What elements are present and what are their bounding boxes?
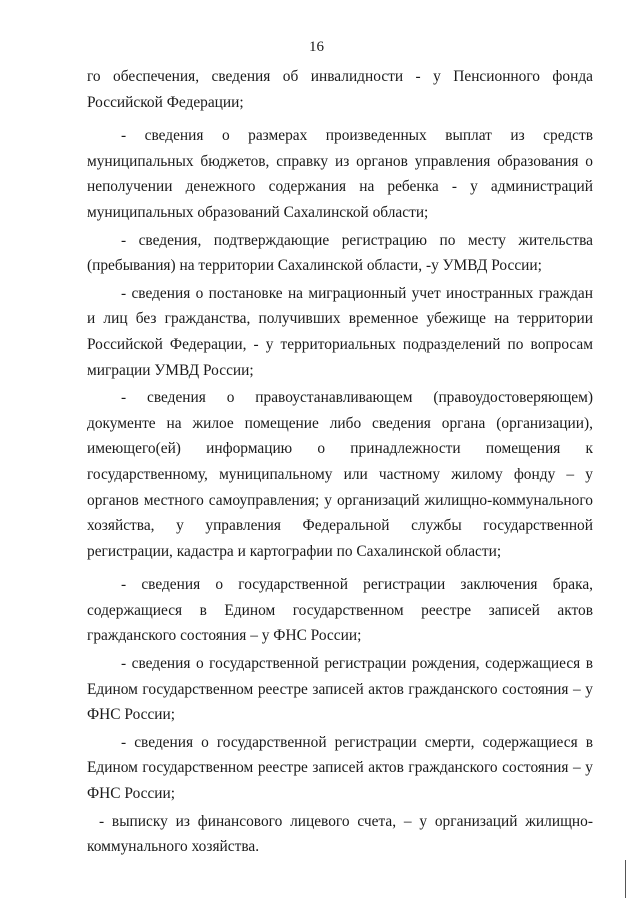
paragraph-housing-documents: - сведения о правоустанавливающем (правоудостоверяющем) документе на жилое помещение либо сведения органа (организации), имеющего(ей) информацию о принадлежности помещения к государственному, муниципальному или частному жилому фонду – у органов местного самоуправления; у организаций жилищно-коммунального хозяйства, у управления Федеральной службы государственной регистрации, кадастра и картографии по Сахалинской области;: [87, 389, 593, 560]
scan-edge-line: [625, 860, 626, 898]
paragraph-municipal-payments: - сведения о размерах произведенных выплат из средств муниципальных бюджетов, справку из органов управления образования о неполучении денежного содержания на ребенка - у администраций муниципальных образований Сахалинской области;: [87, 127, 593, 221]
paragraph-marriage-registration: - сведения о государственной регистрации заключения брака, содержащиеся в Едином государственном реестре записей актов гражданского состояния – у ФНС России;: [87, 576, 593, 645]
page-number: 16: [309, 39, 324, 55]
paragraph-migration-registration: - сведения о постановке на миграционный учет иностранных граждан и лиц без гражданства, получивших временное убежище на территории Российской Федерации, - у территориальных подразделений по вопросам миграции УМВД России;: [87, 284, 593, 379]
paragraph-residence-registration: - сведения, подтверждающие регистрацию по месту жительства (пребывания) на территории Сахалинской области, -у УМВД России;: [87, 231, 593, 275]
paragraph-birth-registration: - сведения о государственной регистрации рождения, содержащиеся в Едином государственном реестре записей актов гражданского состояния – у ФНС России;: [87, 655, 593, 724]
paragraph-death-registration: - сведения о государственной регистрации смерти, содержащиеся в Едином государственном реестре записей актов гражданского состояния – у ФНС России;: [87, 733, 593, 803]
paragraph-pension-fund: го обеспечения, сведения об инвалидности - у Пенсионного фонда Российской Федерации;: [87, 68, 593, 111]
document-body: [87, 64, 593, 860]
paragraph-account-statement: - выписку из финансового лицевого счета, – у организаций жилищно-коммунального хозяйства.: [87, 812, 593, 856]
